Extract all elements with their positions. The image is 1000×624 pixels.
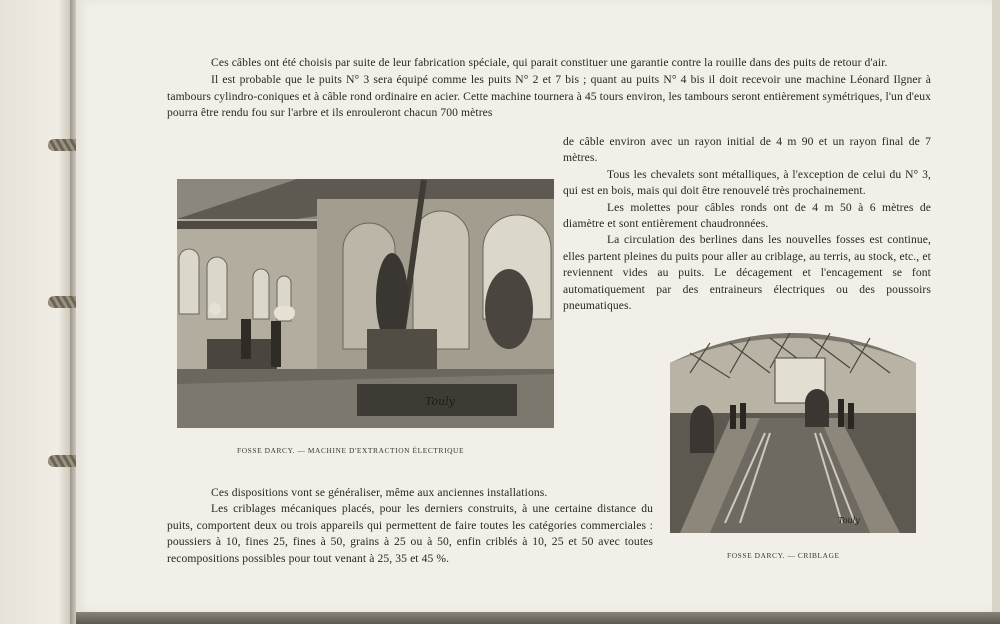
- paragraph-dispositions: Ces dispositions vont se généraliser, même aux anciennes installations.: [211, 486, 548, 499]
- svg-text:Touly: Touly: [425, 395, 455, 408]
- page-bottom-edge: [76, 612, 1000, 624]
- paragraph-cables: Ces câbles ont été choisis par suite de leur fabrication spéciale, qui parait constituer une garantie contre la rouille dans des puits de retour d'air.: [211, 56, 888, 69]
- photo-machine-extraction: [177, 179, 554, 428]
- paragraph-cable-continuation: de câble environ avec un rayon initial de 4 m 90 et un rayon final de 7 mètres.: [563, 135, 931, 165]
- paragraph-chevalets: Tous les chevalets sont métalliques, à l'exception de celui du N° 3, qui est en bois, mais qui doit être renouvelé très prochainement.: [563, 167, 931, 198]
- paragraph-molettes: Les molettes pour câbles ronds ont de 4 m 50 à 6 mètres de diamètre et sont entièrement chaudronnées.: [563, 200, 931, 231]
- paragraph-puits: Il est probable que le puits N° 3 sera équipé comme les puits N° 2 et 7 bis ; quant au puits N° 4 bis il doit recevoir une machine Léonard Ilgner à tambours cylindro-coniques et à câble rond ordinaire en acier. Cette machine tournera à 45 tours environ, les tambours seront entièrement symétriques, l'un d'eux pourra être rendu fou sur l'arbre et ils enrouleront chacun 700 mètres: [167, 73, 931, 120]
- machine-hall-illustration: [177, 179, 554, 428]
- caption-criblage: FOSSE DARCY. — CRIBLAGE: [727, 551, 840, 560]
- text-block-bottom: [167, 485, 653, 567]
- text-block-top: [167, 55, 931, 122]
- svg-text:Touly: Touly: [838, 516, 860, 525]
- photo-criblage: [670, 323, 916, 533]
- paragraph-criblages: Les criblages mécaniques placés, pour les derniers construits, à une certaine distance du puits, comportent deux ou trois appareils qui permettent de faire toutes les catégories commerciales : poussiers à 10, fines 25, fines à 50, grains à 25 ou à 50, enfin criblés à 10, 25 et 50 avec toutes recompositions possibles pour tout venant à 25, 35 et 45 %.: [167, 502, 653, 565]
- caption-machine-extraction: FOSSE DARCY. — MACHINE D'EXTRACTION ÉLECTRIQUE: [237, 446, 465, 455]
- criblage-hall-illustration: [670, 323, 916, 533]
- paragraph-circulation: La circulation des berlines dans les nouvelles fosses est continue, elles partent pleines du puits pour aller au criblage, au terris, au stock, etc., et reviennent vides au puits. Le décagement et l'encagement se font automatiquement par des entraineurs électriques ou des poussoirs pneumatiques.: [563, 233, 931, 313]
- text-block-right: [563, 134, 931, 314]
- left-page-edge: [0, 0, 72, 624]
